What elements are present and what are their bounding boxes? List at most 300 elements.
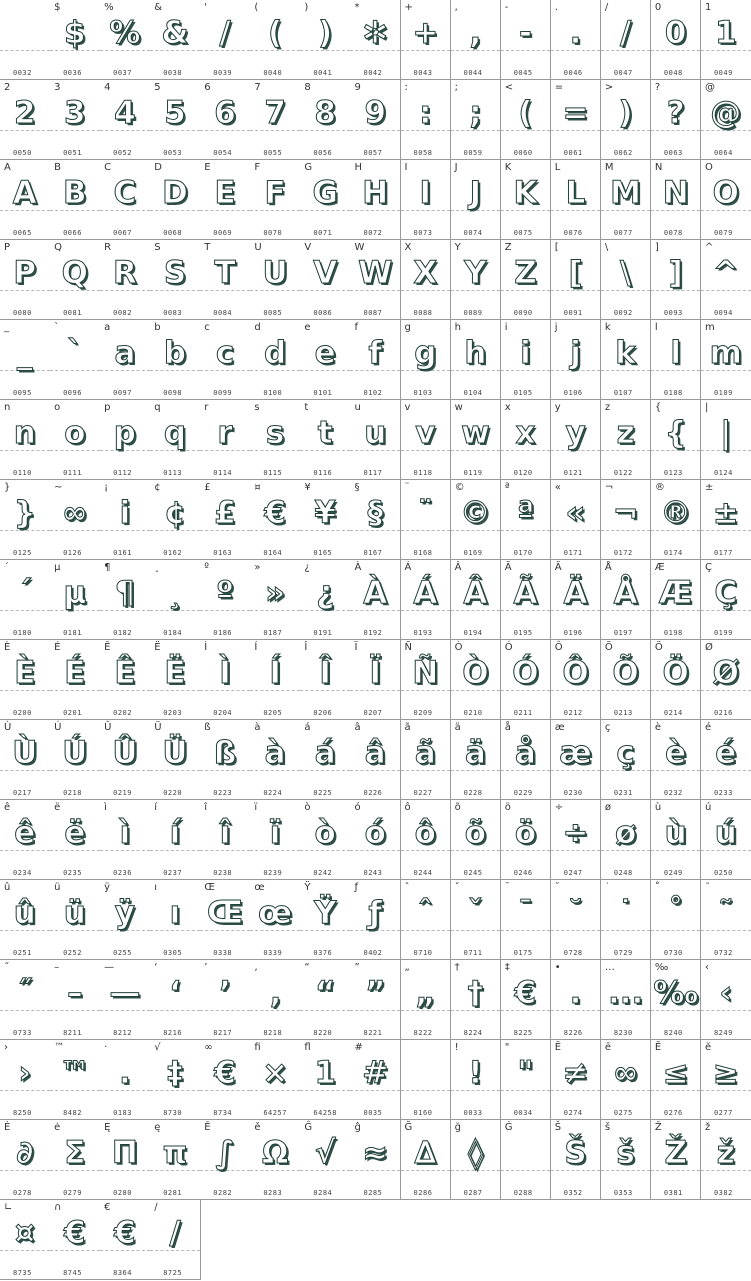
glyph-cell xyxy=(250,880,301,960)
glyph-sample: Æ xyxy=(658,575,693,611)
glyph-key-label: Ø xyxy=(704,642,713,653)
glyph-code-label: 0200 xyxy=(13,709,32,717)
glyph-code-label: 0246 xyxy=(513,869,533,877)
glyph-code-label: 0279 xyxy=(63,1189,82,1197)
glyph-cell xyxy=(651,400,702,480)
glyph-code-label: 0122 xyxy=(613,469,633,477)
glyph-code-label: 0305 xyxy=(163,949,183,957)
glyph-code-label: 0710 xyxy=(413,949,433,957)
glyph-code-label: 0288 xyxy=(513,1189,533,1197)
glyph-sample: Ó xyxy=(512,655,539,691)
glyph-key-label: ˝ xyxy=(4,962,9,973)
glyph-key-label: a xyxy=(104,322,111,333)
glyph-key-label: S xyxy=(154,242,161,253)
glyph-code-label: 8730 xyxy=(163,1109,183,1117)
glyph-sample: ˝ xyxy=(17,975,33,1011)
glyph-key-label: E xyxy=(204,162,211,173)
glyph-key-label: Ä xyxy=(554,562,562,573)
glyph-key-label: Œ xyxy=(204,882,215,893)
glyph-cell xyxy=(501,1120,552,1200)
glyph-key-label: ( xyxy=(254,2,259,13)
glyph-code-label: 0239 xyxy=(263,869,283,877)
glyph-code-label: 0102 xyxy=(363,389,383,397)
glyph-sample: Ž xyxy=(664,1135,687,1171)
glyph-sample: ˇ xyxy=(467,895,484,931)
glyph-key-label: ˙ xyxy=(604,882,610,893)
glyph-cell xyxy=(451,240,502,320)
glyph-cell xyxy=(0,1040,51,1120)
glyph-key-label: d xyxy=(254,322,261,333)
glyph-cell xyxy=(50,1040,101,1120)
glyph-sample: ¯ xyxy=(517,895,534,931)
glyph-key-label: ^ xyxy=(704,242,714,253)
glyph-cell xyxy=(451,800,502,880)
glyph-sample: ( xyxy=(518,95,533,131)
glyph-cell xyxy=(601,240,652,320)
glyph-key-label: ü xyxy=(54,882,61,893)
glyph-key-label: X xyxy=(404,242,412,253)
glyph-sample: ä xyxy=(464,735,486,771)
glyph-sample: 1 xyxy=(314,1055,336,1091)
glyph-sample: ‹ xyxy=(719,975,733,1011)
glyph-key-label: x xyxy=(504,402,511,413)
glyph-cell xyxy=(401,640,452,720)
glyph-cell xyxy=(50,160,101,240)
glyph-cell xyxy=(501,240,552,320)
glyph-key-label: } xyxy=(4,482,11,493)
glyph-code-label: 0109 xyxy=(713,389,733,397)
glyph-sample: ˙ xyxy=(617,895,634,931)
glyph-code-label: 0052 xyxy=(113,149,132,157)
glyph-key-label: h xyxy=(454,322,461,333)
glyph-code-label: 0191 xyxy=(313,629,333,637)
glyph-code-label: 0080 xyxy=(13,309,32,317)
glyph-cell xyxy=(150,240,201,320)
glyph-key-label: ] xyxy=(654,242,659,253)
glyph-cell xyxy=(200,240,251,320)
glyph-code-label: 0043 xyxy=(413,69,433,77)
glyph-cell xyxy=(601,0,652,80)
glyph-key-label: Ï xyxy=(354,642,358,653)
glyph-cell xyxy=(401,80,452,160)
glyph-code-label: 0107 xyxy=(613,389,633,397)
glyph-code-label: 0202 xyxy=(113,709,132,717)
glyph-key-label: [ xyxy=(554,242,559,253)
glyph-cell xyxy=(100,720,151,800)
glyph-code-label: 0214 xyxy=(663,709,683,717)
glyph-code-label: 0071 xyxy=(313,229,333,237)
glyph-code-label: 8725 xyxy=(163,1269,183,1277)
glyph-cell xyxy=(451,1040,502,1120)
glyph-code-label: 0098 xyxy=(163,389,183,397)
glyph-code-label: 0235 xyxy=(63,869,82,877)
glyph-key-label: — xyxy=(104,962,115,973)
glyph-code-label: 8745 xyxy=(63,1269,82,1277)
glyph-cell xyxy=(300,1040,351,1120)
glyph-key-label: O xyxy=(704,162,713,173)
glyph-sample: û xyxy=(13,895,36,931)
glyph-sample: N xyxy=(662,175,689,211)
glyph-key-label: ∩ xyxy=(54,1202,62,1213)
glyph-cell xyxy=(651,1040,702,1120)
glyph-sample: # xyxy=(362,1055,389,1091)
glyph-cell xyxy=(0,720,51,800)
glyph-cell xyxy=(651,720,702,800)
glyph-key-label: ‡ xyxy=(504,962,510,973)
glyph-cell xyxy=(401,400,452,480)
glyph-sample: Y xyxy=(464,255,487,291)
glyph-code-label: 0110 xyxy=(13,469,32,477)
glyph-cell xyxy=(701,240,751,320)
glyph-key-label: Ô xyxy=(554,642,563,653)
glyph-sample: L xyxy=(565,175,586,211)
glyph-sample: ï xyxy=(269,815,281,851)
glyph-cell xyxy=(50,1200,101,1280)
glyph-key-label: ¯ xyxy=(504,882,510,893)
glyph-sample: / xyxy=(219,15,231,51)
glyph-cell xyxy=(651,640,702,720)
glyph-sample: ) xyxy=(318,15,333,51)
glyph-sample: - xyxy=(519,15,532,51)
glyph-key-label: f xyxy=(354,322,359,333)
glyph-key-label: ’ xyxy=(204,962,208,973)
glyph-key-label: * xyxy=(354,2,360,13)
glyph-code-label: 0284 xyxy=(313,1189,333,1197)
glyph-code-label: 0085 xyxy=(263,309,283,317)
glyph-sample: z xyxy=(616,415,635,451)
glyph-sample: 9 xyxy=(364,95,387,131)
glyph-sample: Â xyxy=(463,575,488,611)
glyph-sample: ✲ xyxy=(362,15,389,51)
glyph-sample: y xyxy=(565,415,586,451)
glyph-sample: Î xyxy=(319,655,331,691)
glyph-key-label: < xyxy=(504,82,514,93)
glyph-cell xyxy=(601,80,652,160)
glyph-key-label: § xyxy=(354,482,360,493)
glyph-sample: b xyxy=(163,335,187,371)
glyph-code-label: 0242 xyxy=(313,869,333,877)
glyph-cell xyxy=(200,1040,251,1120)
glyph-key-label: « xyxy=(554,482,561,493)
glyph-key-label: „ xyxy=(404,962,410,973)
glyph-sample: Ç xyxy=(714,575,738,611)
glyph-key-label: J xyxy=(454,162,458,173)
glyph-key-label: 1 xyxy=(704,2,712,13)
glyph-cell xyxy=(100,1040,151,1120)
glyph-sample: ≈ xyxy=(362,1135,389,1171)
glyph-cell xyxy=(401,160,452,240)
glyph-sample: ≠ xyxy=(562,1055,589,1091)
glyph-sample: ` xyxy=(67,335,83,371)
glyph-sample: ˚ xyxy=(667,895,684,931)
glyph-code-label: 0274 xyxy=(563,1109,583,1117)
glyph-sample: ◊ xyxy=(467,1135,484,1171)
glyph-cell xyxy=(451,320,502,400)
glyph-key-label: “ xyxy=(304,962,310,973)
glyph-cell xyxy=(100,160,151,240)
glyph-key-label: ä xyxy=(454,722,461,733)
glyph-sample: . xyxy=(569,15,582,51)
glyph-sample: % xyxy=(109,15,141,51)
glyph-key-label: Ú xyxy=(54,722,62,733)
glyph-cell xyxy=(601,640,652,720)
glyph-sample: a xyxy=(114,335,136,371)
glyph-key-label: ÿ xyxy=(104,882,111,893)
glyph-key-label: e xyxy=(304,322,311,333)
glyph-code-label: 0034 xyxy=(513,1109,533,1117)
glyph-code-label: 0281 xyxy=(163,1189,183,1197)
glyph-cell xyxy=(150,160,201,240)
glyph-code-label: 0212 xyxy=(563,709,583,717)
glyph-cell xyxy=(0,320,51,400)
glyph-sample: „ xyxy=(415,975,436,1011)
glyph-cell xyxy=(350,0,401,80)
glyph-sample: ˜ xyxy=(718,895,734,931)
glyph-key-label: Ã xyxy=(504,562,512,573)
glyph-code-label: 8218 xyxy=(263,1029,283,1037)
glyph-sample: ˘ xyxy=(567,895,584,931)
glyph-cell xyxy=(50,800,101,880)
glyph-sample: ∫ xyxy=(215,1135,235,1171)
glyph-key-label: v xyxy=(404,402,411,413)
glyph-code-label: 0059 xyxy=(463,149,483,157)
glyph-cell xyxy=(701,720,751,800)
glyph-code-label: 0094 xyxy=(713,309,733,317)
glyph-code-label: 0093 xyxy=(663,309,683,317)
glyph-sample: d xyxy=(264,335,287,371)
glyph-cell xyxy=(150,400,201,480)
glyph-sample: ž xyxy=(716,1135,735,1171)
glyph-code-label: 0231 xyxy=(613,789,633,797)
glyph-key-label: µ xyxy=(54,562,61,573)
glyph-code-label: 0195 xyxy=(513,629,533,637)
glyph-code-label: 0045 xyxy=(513,69,533,77)
glyph-key-label: Õ xyxy=(604,642,613,653)
glyph-key-label: ƒ xyxy=(354,882,359,893)
glyph-key-label: ¶ xyxy=(104,562,111,573)
glyph-sample: ª xyxy=(516,495,535,531)
glyph-sample: R xyxy=(112,255,137,291)
glyph-code-label: 0117 xyxy=(363,469,383,477)
glyph-key-label: ; xyxy=(454,82,458,93)
glyph-code-label: 0119 xyxy=(463,469,483,477)
glyph-cell xyxy=(350,720,401,800)
glyph-code-label: 0054 xyxy=(213,149,233,157)
glyph-cell xyxy=(601,800,652,880)
glyph-code-label: 0196 xyxy=(563,629,583,637)
glyph-cell xyxy=(601,960,652,1040)
glyph-cell xyxy=(551,720,602,800)
glyph-code-label: 0213 xyxy=(613,709,633,717)
glyph-sample: } xyxy=(13,495,36,531)
glyph-sample: — xyxy=(109,975,141,1011)
glyph-sample: Ü xyxy=(162,735,188,771)
glyph-sample: H xyxy=(362,175,389,211)
glyph-sample: ¸ xyxy=(167,575,183,611)
glyph-cell xyxy=(300,160,351,240)
glyph-key-label: Ğ xyxy=(404,1122,413,1133)
glyph-cell xyxy=(501,560,552,640)
glyph-key-label: Ê xyxy=(104,642,111,653)
glyph-sample: ë xyxy=(64,815,86,851)
glyph-key-label: Y xyxy=(454,242,461,253)
glyph-key-label: ú xyxy=(704,802,712,813)
glyph-cell xyxy=(350,800,401,880)
glyph-sample: Í xyxy=(269,655,281,691)
glyph-key-label: ˚ xyxy=(654,882,660,893)
glyph-key-label: D xyxy=(154,162,162,173)
glyph-sample: + xyxy=(412,15,439,51)
glyph-cell xyxy=(100,640,151,720)
glyph-cell xyxy=(100,400,151,480)
glyph-sample: Õ xyxy=(612,655,639,691)
glyph-cell xyxy=(401,720,452,800)
glyph-cell xyxy=(200,480,251,560)
glyph-cell xyxy=(501,800,552,880)
glyph-code-label: 0081 xyxy=(63,309,82,317)
glyph-code-label: 0250 xyxy=(713,869,733,877)
glyph-sample: 0 xyxy=(664,15,687,51)
glyph-sample: – xyxy=(67,975,83,1011)
glyph-code-label: 8240 xyxy=(663,1029,683,1037)
glyph-key-label: Ö xyxy=(654,642,663,653)
glyph-cell xyxy=(501,80,552,160)
glyph-key-label: . xyxy=(554,2,558,13)
glyph-key-label: º xyxy=(204,562,209,573)
glyph-key-label: ò xyxy=(304,802,311,813)
glyph-sample: œ xyxy=(258,895,293,931)
glyph-code-label: 0069 xyxy=(213,229,233,237)
glyph-sample: Ã xyxy=(513,575,538,611)
glyph-cell xyxy=(401,560,452,640)
glyph-key-label: 5 xyxy=(154,82,161,93)
glyph-cell xyxy=(701,960,751,1040)
glyph-sample: À xyxy=(363,575,388,611)
glyph-key-label: » xyxy=(254,562,261,573)
glyph-cell xyxy=(100,80,151,160)
glyph-code-label: 0197 xyxy=(613,629,633,637)
glyph-key-label: ç xyxy=(604,722,611,733)
glyph-sample: { xyxy=(664,415,687,451)
glyph-key-label: ï xyxy=(254,802,258,813)
glyph-sample: ] xyxy=(668,255,683,291)
glyph-sample: € xyxy=(214,1055,236,1091)
glyph-cell xyxy=(551,960,602,1040)
glyph-key-label: ó xyxy=(354,802,361,813)
glyph-cell xyxy=(601,160,652,240)
glyph-cell xyxy=(300,1120,351,1200)
glyph-code-label: 0175 xyxy=(513,949,533,957)
glyph-cell xyxy=(250,320,301,400)
glyph-key-label: _ xyxy=(4,322,9,333)
glyph-key-label: t xyxy=(304,402,309,413)
glyph-code-label: 8249 xyxy=(713,1029,733,1037)
glyph-code-label: 0711 xyxy=(463,949,483,957)
glyph-key-label: Ü xyxy=(154,722,162,733)
glyph-cell xyxy=(601,1120,652,1200)
glyph-cell xyxy=(350,400,401,480)
glyph-code-label: 0066 xyxy=(63,229,82,237)
glyph-key-label: ì xyxy=(104,802,107,813)
glyph-cell xyxy=(401,1120,452,1200)
glyph-code-label: 0285 xyxy=(363,1189,383,1197)
glyph-key-label: £ xyxy=(204,482,211,493)
glyph-cell xyxy=(551,880,602,960)
glyph-key-label: ¿ xyxy=(304,562,310,573)
glyph-key-label: ® xyxy=(654,482,665,493)
glyph-key-label: ± xyxy=(704,482,714,493)
glyph-code-label: 0037 xyxy=(113,69,132,77)
glyph-sample: \ xyxy=(619,255,632,291)
glyph-sample: v xyxy=(415,415,436,451)
glyph-cell xyxy=(501,0,552,80)
glyph-key-label: M xyxy=(604,162,614,173)
glyph-code-label: 0170 xyxy=(513,549,533,557)
glyph-key-label: ﬂ xyxy=(304,1042,311,1053)
glyph-cell xyxy=(551,1040,602,1120)
glyph-key-label: / xyxy=(604,2,609,13)
glyph-key-label: 3 xyxy=(54,82,61,93)
glyph-code-label: 0733 xyxy=(13,1029,32,1037)
glyph-cell xyxy=(701,1040,751,1120)
glyph-cell xyxy=(50,400,101,480)
glyph-key-label: 4 xyxy=(104,82,111,93)
glyph-sample: Ì xyxy=(219,655,231,691)
glyph-cell xyxy=(0,1120,51,1200)
glyph-code-label: 0225 xyxy=(313,789,333,797)
glyph-code-label: 8735 xyxy=(13,1269,32,1277)
glyph-cell xyxy=(300,640,351,720)
glyph-cell xyxy=(150,960,201,1040)
glyph-cell xyxy=(50,560,101,640)
glyph-sample: & xyxy=(161,15,189,51)
glyph-code-label: 0077 xyxy=(613,229,633,237)
glyph-sample: D xyxy=(162,175,188,211)
glyph-key-label: $ xyxy=(54,2,61,13)
glyph-code-label: 0730 xyxy=(663,949,683,957)
glyph-sample: ¢ xyxy=(164,495,186,531)
glyph-code-label: 64257 xyxy=(263,1109,287,1117)
glyph-cell xyxy=(50,960,101,1040)
glyph-code-label: 0238 xyxy=(213,869,233,877)
glyph-cell xyxy=(100,560,151,640)
glyph-code-label: 0106 xyxy=(563,389,583,397)
glyph-sample: É xyxy=(64,655,86,691)
glyph-code-label: 0182 xyxy=(113,629,132,637)
glyph-code-label: 0070 xyxy=(263,229,283,237)
glyph-code-label: 0101 xyxy=(313,389,333,397)
glyph-key-label: é xyxy=(704,722,712,733)
glyph-cell xyxy=(651,480,702,560)
glyph-sample: á xyxy=(314,735,336,771)
glyph-cell xyxy=(100,1200,151,1280)
glyph-cell xyxy=(651,0,702,80)
glyph-code-label: 0051 xyxy=(63,149,82,157)
glyph-cell xyxy=(551,160,602,240)
glyph-cell xyxy=(150,480,201,560)
glyph-sample: J xyxy=(469,175,482,211)
glyph-sample: . xyxy=(119,1055,131,1091)
glyph-key-label: | xyxy=(704,402,709,413)
glyph-key-label: u xyxy=(354,402,361,413)
glyph-key-label: í xyxy=(154,802,157,813)
glyph-key-label: € xyxy=(104,1202,111,1213)
glyph-key-label: \ xyxy=(604,242,609,253)
glyph-code-label: 0211 xyxy=(513,709,533,717)
glyph-code-label: 8226 xyxy=(563,1029,583,1037)
glyph-sample: ¶ xyxy=(115,575,135,611)
glyph-sample: è xyxy=(665,735,687,771)
